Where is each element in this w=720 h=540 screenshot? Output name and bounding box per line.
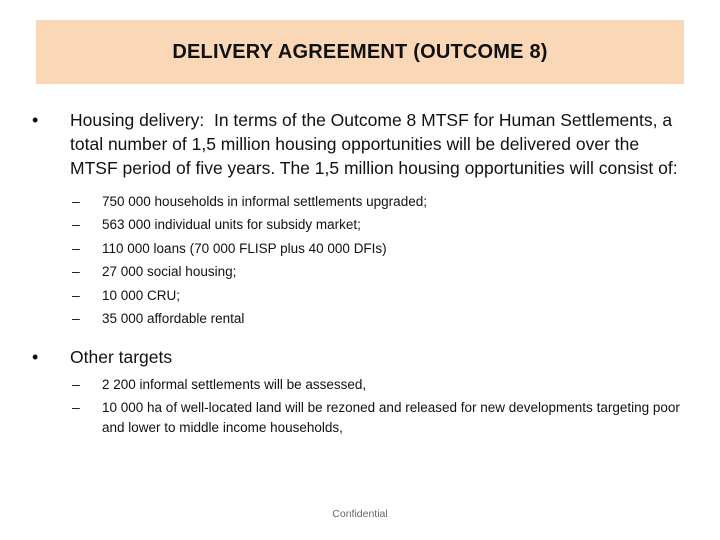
bullet-body [70,108,690,180]
dash-icon: – [72,263,80,280]
list-item-text: 110 000 loans (70 000 FLISP plus 40 000 DFIs) [102,240,387,256]
list-item-text: 10 000 CRU; [102,287,181,303]
bullet-icon: • [32,347,39,367]
list-item [72,260,690,283]
list-item-text: 35 000 affordable rental [102,311,245,327]
bullet-lead: Other targets [70,347,173,367]
list-item-text: 2 200 informal settlements will be assessed, [102,377,367,392]
sub-list-other [72,373,690,438]
list-item [72,213,690,236]
bullet-lead: Housing delivery: [70,110,205,130]
list-item-text: 750 000 households in informal settlements upgraded; [102,194,427,209]
bullet-other-targets [30,345,690,438]
list-item [72,396,690,438]
list-item-text: 27 000 social housing; [102,264,237,280]
list-item-text: 10 000 ha of well-located land will be rezoned and released for new developments targeting poor and lower to middle income households, [102,400,680,436]
bullet-text: In terms of the Outcome 8 MTSF for Human Settlements, a total number of 1,5 million housing opportunities will be delivered over the MTSF period of five years. The 1,5 million housing opportunities will consist of: [70,110,678,178]
bullet-housing-delivery [30,108,690,330]
list-item-text: 563 000 individual units for subsidy market; [102,217,361,233]
footer-confidential: Confidential [332,508,388,520]
dash-icon: – [72,376,80,392]
list-item [72,307,690,330]
bullet-icon: • [32,110,39,130]
slide-title: DELIVERY AGREEMENT (OUTCOME 8) [172,40,548,63]
list-item [72,237,690,260]
title-band [36,20,684,84]
list-item [72,190,690,213]
dash-icon: – [72,216,80,233]
dash-icon: – [72,193,80,209]
bullet-row [30,345,690,369]
dash-icon: – [72,239,80,256]
dash-icon: – [72,310,80,327]
sub-list-housing [72,190,690,330]
list-item [72,373,690,396]
dash-icon: – [72,286,80,303]
list-item [72,284,690,307]
dash-icon: – [72,399,80,416]
bullet-row [30,108,690,180]
